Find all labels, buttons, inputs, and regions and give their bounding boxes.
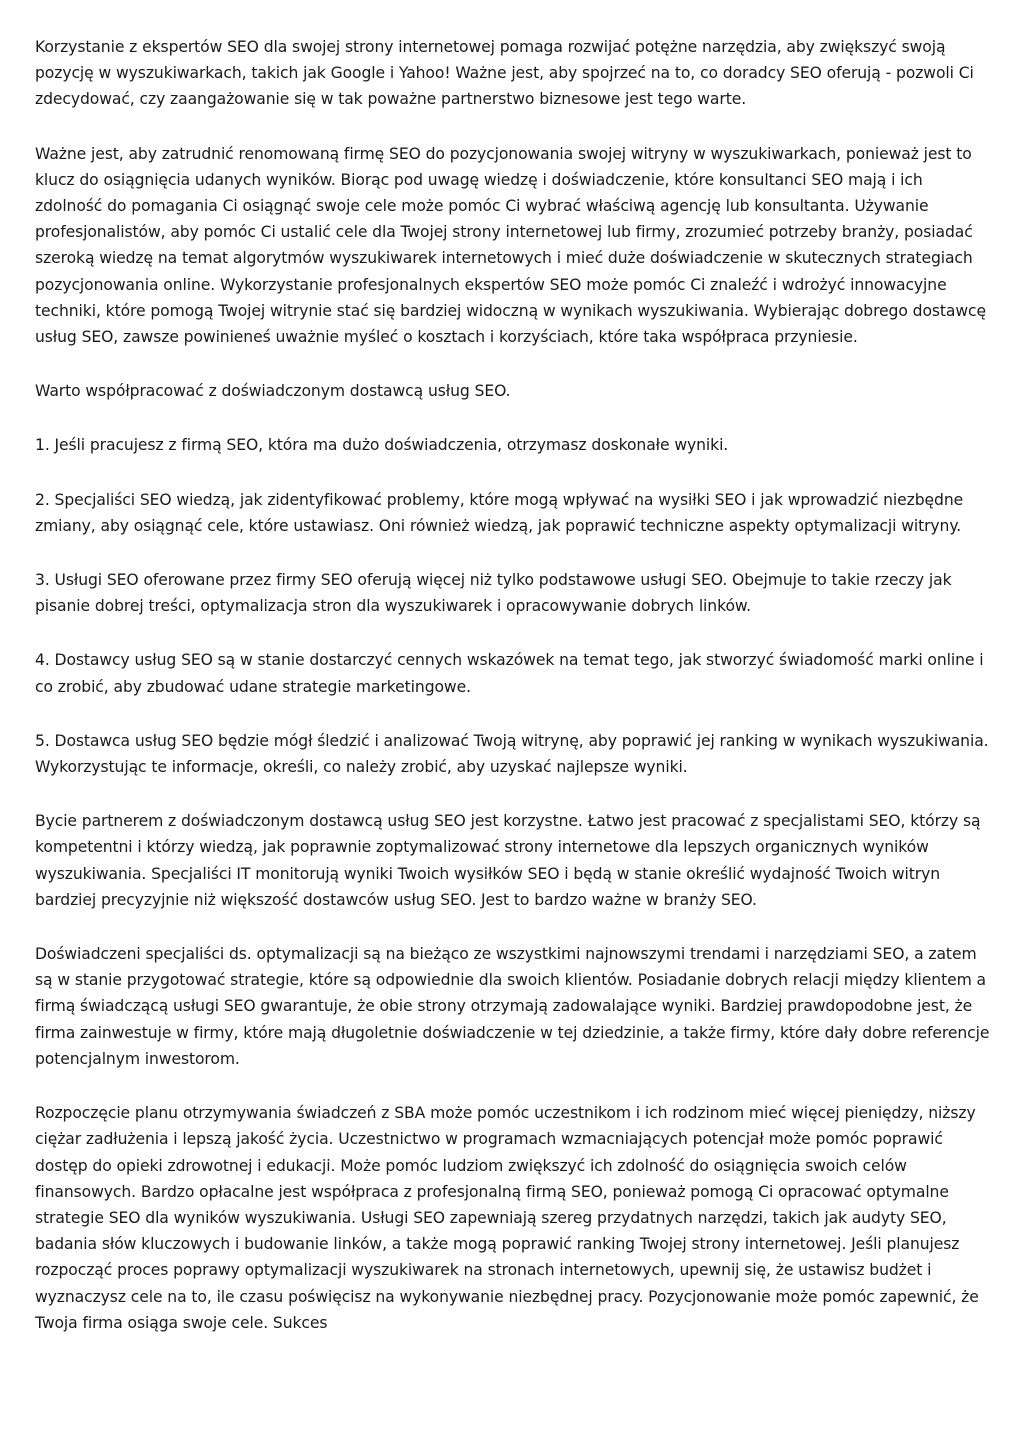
list-item-5: 5. Dostawca usług SEO będzie mógł śledzić i analizować Twoją witrynę, aby poprawić jej ranking w wynikach wyszukiwania. Wykorzystując te informacje, określi, co należy zrobić, aby uzyskać najlepsze wyniki. [35, 731, 989, 777]
paragraph-partnership: Bycie partnerem z doświadczonym dostawcą usług SEO jest korzystne. Łatwo jest pracować z specjalistami SEO, którzy są kompetentni i którzy wiedzą, jak poprawnie zoptymalizować strony internetowe dla lepszych organicznych wyników wyszukiwania. Specjaliści IT monitorują wyniki Twoich wysiłków SEO i będą w stanie określić wydajność Twoich witryn bardziej precyzyjnie niż większość dostawców usług SEO. Jest to bardzo ważne w branży SEO. [35, 812, 981, 909]
list-item-3: 3. Usługi SEO oferowane przez firmy SEO oferują więcej niż tylko podstawowe usługi SEO. Obejmuje to takie rzeczy jak pisanie dobrej treści, optymalizacja stron dla wyszukiwarek i opracowywanie dobrych linków. [35, 571, 952, 616]
list-item-4: 4. Dostawcy usług SEO są w stanie dostarczyć cennych wskazówek na temat tego, jak stworzyć świadomość marki online i co zrobić, aby zbudować udane strategie marketingowe. [35, 651, 984, 696]
list-item-1: 1. Jeśli pracujesz z firmą SEO, która ma dużo doświadczenia, otrzymasz doskonałe wyniki. [35, 436, 729, 455]
list-item-2: 2. Specjaliści SEO wiedzą, jak zidentyfikować problemy, które mogą wpływać na wysiłki SEO i jak wprowadzić niezbędne zmiany, aby osiągnąć cele, które ustawiasz. Oni również wiedzą, jak poprawić techniczne aspekty optymalizacji witryny. [35, 490, 964, 535]
paragraph-experienced-specialists: Doświadczeni specjaliści ds. optymalizacji są na bieżąco ze wszystkimi najnowszymi trendami i narzędziami SEO, a zatem są w stanie przygotować strategie, które są odpowiednie dla swoich klientów. Posiadanie dobrych relacji między klientem a firmą świadczącą usługi SEO gwarantuje, że obie strony otrzymają zadowalające wyniki. Bardziej prawdopodobne jest, że firma zainwestuje w firmy, które mają długoletnie doświadczenie w tej dziedzinie, a także firmy, które dały dobre referencje potencjalnym inwestorom. [35, 945, 990, 1068]
paragraph-renowned-firm: Ważne jest, aby zatrudnić renomowaną firmę SEO do pozycjonowania swojej witryny w wyszukiwarkach, ponieważ jest to klucz do osiągnięcia udanych wyników. Biorąc pod uwagę wiedzę i doświadczenie, które konsultanci SEO mają i ich zdolność do pomagania Ci osiągnąć swoje cele może pomóc Ci wybrać właściwą agencję lub konsultanta. Używanie profesjonalistów, aby pomóc Ci ustalić cele dla Twojej strony internetowej lub firmy, zrozumieć potrzeby branży, posiadać szeroką wiedzę na temat algorytmów wyszukiwarek internetowych i mieć duże doświadczenie w skutecznych strategiach pozycjonowania online. Wykorzystanie profesjonalnych ekspertów SEO może pomóc Ci znaleźć i wdrożyć innowacyjne techniki, które pomogą Twojej witrynie stać się bardziej widoczną w wynikach wyszukiwania. Wybierając dobrego dostawcę usług SEO, zawsze powinieneś uważnie myśleć o kosztach i korzyściach, które taka współpraca przyniesie. [35, 144, 986, 347]
document-body [35, 34, 993, 1336]
paragraph-intro: Korzystanie z ekspertów SEO dla swojej strony internetowej pomaga rozwijać potężne narzędzia, aby zwiększyć swoją pozycję w wyszukiwarkach, takich jak Google i Yahoo! Ważne jest, aby spojrzeć na to, co doradcy SEO oferują - pozwoli Ci zdecydować, czy zaangażowanie się w tak poważne partnerstwo biznesowe jest tego warte. [35, 38, 974, 109]
paragraph-worth-cooperating: Warto współpracować z doświadczonym dostawcą usług SEO. [35, 382, 511, 401]
paragraph-sba-plan: Rozpoczęcie planu otrzymywania świadczeń z SBA może pomóc uczestnikom i ich rodzinom mieć więcej pieniędzy, niższy ciężar zadłużenia i lepszą jakość życia. Uczestnictwo w programach wzmacniających potencjał może pomóc poprawić dostęp do opieki zdrowotnej i edukacji. Może pomóc ludziom zwiększyć ich zdolność do osiągnięcia swoich celów finansowych. Bardzo opłacalne jest współpraca z profesjonalną firmą SEO, ponieważ pomogą Ci opracować optymalne strategie SEO dla wyników wyszukiwania. Usługi SEO zapewniają szereg przydatnych narzędzi, takich jak audyty SEO, badania słów kluczowych i budowanie linków, a także mogą poprawić ranking Twojej strony internetowej. Jeśli planujesz rozpocząć proces poprawy optymalizacji wyszukiwarek na stronach internetowych, upewnij się, że ustawisz budżet i wyznaczysz cele na to, ile czasu poświęcisz na wykonywanie niezbędnej pracy. Pozycjonowanie może pomóc zapewnić, że Twoja firma osiąga swoje cele. Sukces [35, 1104, 979, 1332]
